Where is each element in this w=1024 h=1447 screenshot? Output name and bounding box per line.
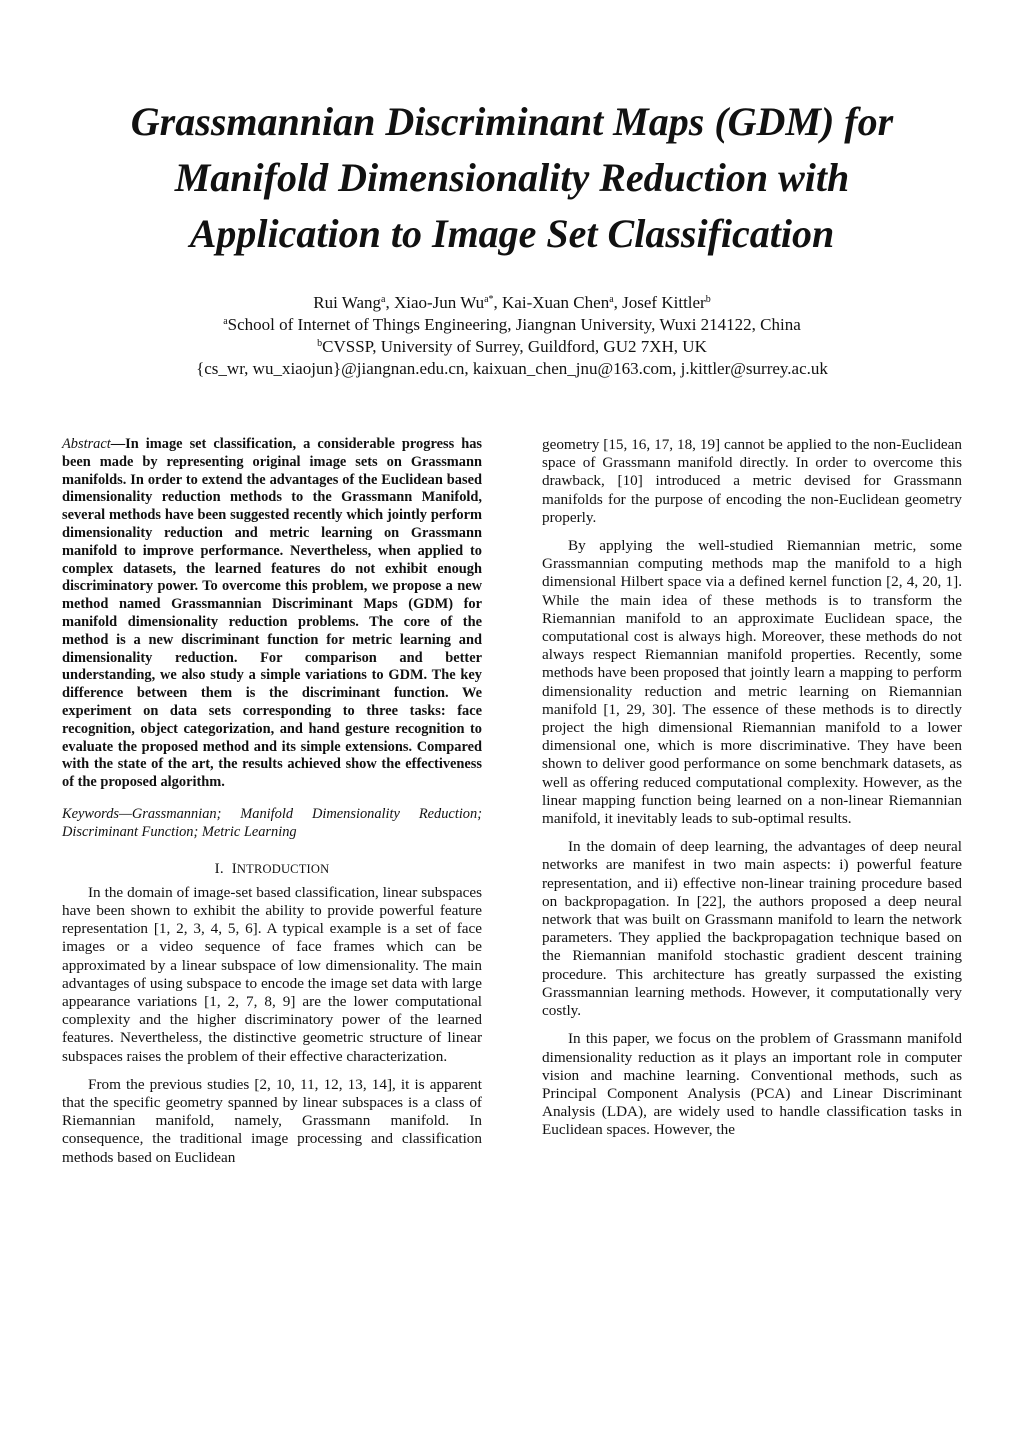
author-list [0,292,1024,314]
title-line: Manifold Dimensionality Reduction with [174,155,850,200]
section-title-rest: NTRODUCTION [236,861,330,876]
section-number: I. [214,860,224,877]
abstract [62,436,482,792]
keywords: Keywords—Grassmannian; Manifold Dimensionality Reduction; Discriminant Function; Metric Learning [62,805,482,840]
author-affil-mark: b [705,294,711,305]
author-separator: , [493,293,503,312]
affiliation [0,314,1024,336]
author-name: Xiao-Jun Wu [393,293,485,312]
left-column [62,436,482,1177]
author-affil-mark: a [380,294,386,305]
body-paragraph: In the domain of deep learning, the advantages of deep neural networks are manifest in two main aspects: i) powerful feature representation, and ii) effective non-linear training procedure based on backpropagation. In [22], the authors proposed a deep neural network that was built on Grassmann manifold to learn the network parameters. They applied the backpropagation technique based on the Riemannian manifold stochastic gradient descent training procedure. This architecture has greatly surpassed the existing Grassmannian learning methods. However, it computationally very costly. [542,838,962,1020]
title-line: Application to Image Set Classification [189,211,835,256]
abstract-text: —In image set classification, a considerable progress has been made by representing original image sets on Grassmann manifolds. In order to extend the advantages of the Euclidean based dimensionality reduction methods to the Grassmann Manifold, several methods have been suggested recently which jointly perform dimensionality reduction and metric learning on Grassmann manifold to improve performance. Nevertheless, when applied to complex datasets, the learned features do not exhibit enough discriminatory power. To overcome this problem, we propose a new method named Grassmannian Discriminant Maps (GDM) for manifold dimensionality reduction problems. The core of the method is a new discriminant function for metric learning and dimensionality reduction. For comparison and better understanding, we also study a simple variations to GDM. The key difference between them is the discriminant function. We experiment on data sets corresponding to three tasks: face recognition, object categorization, and hand gesture recognition to evaluate the proposed method and its simple extensions. Compared with the state of the art, the results achieved show the effectiveness of the proposed algorithm. [62,436,482,791]
abstract-label: Abstract [62,436,111,452]
author-emails: {cs_wr, wu_xiaojun}@jiangnan.edu.cn, kaixuan_chen_jnu@163.com, j.kittler@surrey.ac.uk [196,359,828,378]
body-paragraph: From the previous studies [2, 10, 11, 12, 13, 14], it is apparent that the specific geometry spanned by linear subspaces is a class of Riemannian manifold, namely, Grassmann manifold. In consequence, the traditional image processing and classification methods based on Euclidean [62,1075,482,1166]
author-name: Rui Wang [313,293,381,312]
body-paragraph: By applying the well-studied Riemannian metric, some Grassmannian computing methods map the manifold to a high dimensional Hilbert space via a defined kernel function [2, 4, 20, 1]. While the main idea of these methods is to transform the Riemannian manifold to an approximate Euclidean space, the computational cost is always high. Moreover, these methods do not always respect Riemannian manifold properties. Recently, some methods have been proposed that jointly learn a mapping to perform dimensionality reduction and metric learning on Riemannian manifold [1, 29, 30]. The essence of these methods is to directly project the high dimensional Riemannian manifold to a lower dimensional one, which is more discriminative. They have been shown to deliver good performance on some benchmark datasets, as well as offering reduced computational complexity. However, as the linear mapping function being learned on a non-linear Riemannian manifold, it inevitably leads to sub-optimal results. [542,537,962,828]
paper-title [40,94,984,262]
author-separator: , [385,293,394,312]
author-separator: , [613,293,623,312]
affil-mark: a [223,316,228,327]
section-initial: I [231,860,237,877]
section-heading [62,860,482,878]
affiliation-text: CVSSP, University of Surrey, Guildford, GU2 7XH, UK [322,337,707,356]
body-paragraph-continued: geometry [15, 16, 17, 18, 19] cannot be applied to the non-Euclidean space of Grassmann manifold directly. In order to overcome this drawback, [10] introduced a metric devised for Grassmann manifolds for the purpose of encoding the non-Euclidean geometry properly. [542,436,962,526]
author-affil-mark: a [609,294,614,305]
affil-mark: b [317,338,323,349]
author-name: Kai-Xuan Chen [502,293,610,312]
affiliation-text: School of Internet of Things Engineering, Jiangnan University, Wuxi 214122, China [227,315,801,334]
author-affil-mark: a* [484,294,494,305]
affiliation [0,336,1024,358]
body-paragraph: In the domain of image-set based classification, linear subspaces have been shown to exhibit the ability to provide powerful feature representation [1, 2, 3, 4, 5, 6]. A typical example is a set of face images or a video sequence of face frames which can be approximated by a linear subspace of low dimensionality. The main advantages of using subspace to encode the image set data with large appearance variations [1, 2, 7, 8, 9] are the lower computational complexity and the higher discriminatory power of the learned features. Nevertheless, the distinctive geometric structure of linear subspaces raises the problem of their effective characterization. [62,883,482,1065]
author-block [0,292,1024,380]
body-paragraph: In this paper, we focus on the problem of Grassmann manifold dimensionality reduction as it plays an important role in computer vision and machine learning. Conventional methods, such as Principal Component Analysis (PCA) and Linear Discriminant Analysis (LDA), are widely used to handle classification tasks in Euclidean spaces. However, the [542,1030,962,1139]
right-column [542,436,962,1150]
title-line: Grassmannian Discriminant Maps (GDM) for [130,99,894,144]
author-name: Josef Kittler [622,293,706,312]
